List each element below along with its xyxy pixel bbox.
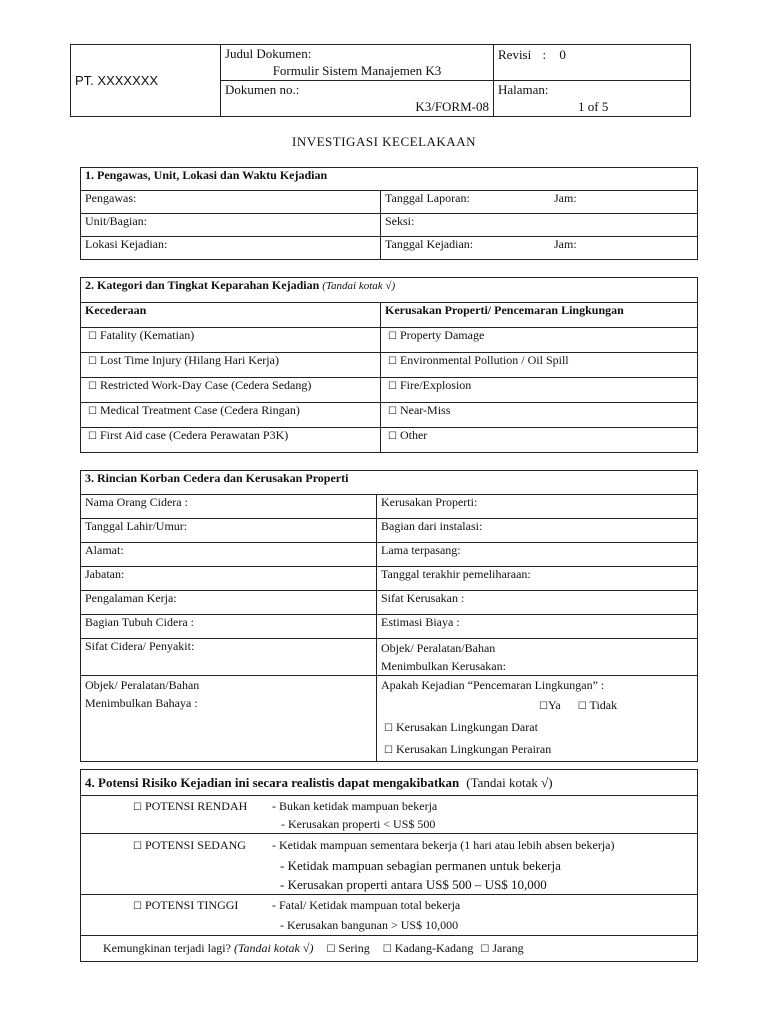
- install-duration-field[interactable]: Lama terpasang:: [377, 543, 698, 567]
- birth-date-field[interactable]: Tanggal Lahir/Umur:: [81, 519, 377, 543]
- victim-name-field[interactable]: Nama Orang Cidera :: [81, 495, 377, 519]
- checkbox-icon[interactable]: ☐: [88, 381, 97, 392]
- potential-high-desc-1: - Fatal/ Ketidak mampuan total bekerja: [271, 898, 461, 912]
- potential-low-label: POTENSI RENDAH: [144, 799, 248, 813]
- company-name: PT. XXXXXXX: [71, 45, 221, 117]
- revision-label: Revisi: [498, 47, 532, 62]
- report-date-field[interactable]: [381, 191, 698, 214]
- damage-option-nearmiss[interactable]: ☐ Near-Miss: [381, 403, 698, 428]
- recurrence-rarely[interactable]: Jarang: [492, 941, 524, 955]
- section-1-table: [80, 167, 698, 260]
- injury-nature-field[interactable]: Sifat Cidera/ Penyakit:: [81, 639, 377, 676]
- doc-title-label: Judul Dokumen:: [225, 46, 312, 61]
- body-part-field[interactable]: Bagian Tubuh Cidera :: [81, 615, 377, 639]
- damage-col-header: Kerusakan Properti/ Pencemaran Lingkungan: [381, 303, 698, 328]
- event-time-label: Jam:: [554, 237, 577, 251]
- potential-medium-desc-1: - Ketidak mampuan sementara bekerja (1 hari atau lebih absen bekerja): [271, 838, 615, 852]
- last-maintenance-field[interactable]: Tanggal terakhir pemeliharaan:: [377, 567, 698, 591]
- revision-cell: [494, 45, 691, 81]
- checkbox-icon[interactable]: ☐: [133, 901, 142, 912]
- form-title: INVESTIGASI KECELAKAAN: [292, 134, 476, 149]
- doc-title: Formulir Sistem Manajemen K3: [272, 63, 442, 78]
- report-time-label: Jam:: [554, 191, 577, 205]
- damage-object-label-1: Objek/ Peralatan/Bahan: [381, 641, 496, 655]
- document-header: [70, 44, 691, 117]
- section-field[interactable]: Seksi:: [381, 214, 698, 237]
- checkbox-icon[interactable]: ☐: [88, 356, 97, 367]
- revision-sep: :: [542, 47, 547, 62]
- potential-medium-row[interactable]: [81, 834, 698, 895]
- checkbox-icon[interactable]: ☐: [384, 745, 393, 756]
- injury-option-fatality[interactable]: ☐ Fatality (Kematian): [81, 328, 381, 353]
- cost-estimate-field[interactable]: Estimasi Biaya :: [377, 615, 698, 639]
- damage-option-other[interactable]: ☐ Other: [381, 428, 698, 453]
- recurrence-row: [81, 936, 698, 962]
- hazard-object-label-1: Objek/ Peralatan/Bahan: [85, 678, 200, 692]
- section-2-table: [80, 277, 698, 453]
- potential-low-desc-1: - Bukan ketidak mampuan bekerja: [271, 799, 438, 813]
- injury-option-lti[interactable]: ☐ Lost Time Injury (Hilang Hari Kerja): [81, 353, 381, 378]
- potential-high-label: POTENSI TINGGI: [144, 898, 239, 912]
- damage-option-fire[interactable]: ☐ Fire/Explosion: [381, 378, 698, 403]
- page-value: 1 of 5: [578, 99, 609, 114]
- damage-object-field[interactable]: [377, 639, 698, 676]
- section-4-table: [80, 769, 698, 962]
- damage-object-label-2: Menimbulkan Kerusakan:: [381, 659, 506, 673]
- checkbox-icon[interactable]: ☐: [384, 723, 393, 734]
- checkbox-icon[interactable]: ☐: [382, 944, 392, 955]
- doc-no-label: Dokumen no.:: [225, 82, 300, 97]
- event-date-field[interactable]: [381, 237, 698, 260]
- location-field[interactable]: Lokasi Kejadian:: [81, 237, 381, 260]
- doc-title-cell: [221, 45, 494, 81]
- checkbox-icon[interactable]: ☐: [133, 802, 142, 813]
- address-field[interactable]: Alamat:: [81, 543, 377, 567]
- checkbox-icon[interactable]: ☐: [388, 356, 397, 367]
- position-field[interactable]: Jabatan:: [81, 567, 377, 591]
- installation-part-field[interactable]: Bagian dari instalasi:: [377, 519, 698, 543]
- injury-option-restricted[interactable]: ☐ Restricted Work-Day Case (Cedera Sedang): [81, 378, 381, 403]
- section-3-title: 3. Rincian Korban Cedera dan Kerusakan Properti: [81, 471, 698, 495]
- checkbox-icon[interactable]: ☐: [88, 331, 97, 342]
- potential-high-row[interactable]: [81, 895, 698, 936]
- damage-option-pollution[interactable]: ☐ Environmental Pollution / Oil Spill: [381, 353, 698, 378]
- doc-no: K3/FORM-08: [415, 99, 489, 114]
- potential-high-desc-2: - Kerusakan bangunan > US$ 10,000: [280, 918, 459, 932]
- env-yes-option[interactable]: Ya: [547, 698, 561, 712]
- potential-medium-desc-3: - Kerusakan properti antara US$ 500 – US$ 10,000: [280, 877, 547, 892]
- recurrence-question: Kemungkinan terjadi lagi?: [103, 941, 231, 955]
- revision-value: 0: [559, 47, 566, 62]
- property-damage-field[interactable]: Kerusakan Properti:: [377, 495, 698, 519]
- section-2-title: 2. Kategori dan Tingkat Keparahan Kejadian (Tandai kotak √): [81, 278, 698, 303]
- section-4-title: 4. Potensi Risiko Kejadian ini secara realistis dapat mengakibatkan (Tandai kotak √): [81, 770, 698, 796]
- damage-nature-field[interactable]: Sifat Kerusakan :: [377, 591, 698, 615]
- env-pollution-field: [377, 676, 698, 762]
- doc-no-cell: [221, 81, 494, 117]
- potential-low-desc-2: - Kerusakan properti < US$ 500: [281, 817, 436, 831]
- hazard-object-field[interactable]: [81, 676, 377, 762]
- water-damage-option[interactable]: Kerusakan Lingkungan Perairan: [395, 742, 552, 756]
- checkbox-icon[interactable]: ☐: [539, 701, 548, 712]
- land-damage-option[interactable]: Kerusakan Lingkungan Darat: [395, 720, 538, 734]
- report-date-label: Tanggal Laporan:: [385, 191, 470, 205]
- checkbox-icon[interactable]: ☐: [577, 701, 587, 712]
- section-2-note: (Tandai kotak √): [322, 280, 396, 292]
- checkbox-icon[interactable]: ☐: [326, 944, 336, 955]
- unit-field[interactable]: Unit/Bagian:: [81, 214, 381, 237]
- injury-option-firstaid[interactable]: ☐ First Aid case (Cedera Perawatan P3K): [81, 428, 381, 453]
- supervisor-field[interactable]: Pengawas:: [81, 191, 381, 214]
- checkbox-icon[interactable]: ☐: [388, 431, 397, 442]
- potential-low-row[interactable]: [81, 796, 698, 834]
- section-1-title: 1. Pengawas, Unit, Lokasi dan Waktu Kejadian: [81, 168, 698, 191]
- checkbox-icon[interactable]: ☐: [480, 944, 490, 955]
- injury-col-header: Kecederaan: [81, 303, 381, 328]
- potential-medium-label: POTENSI SEDANG: [144, 838, 246, 852]
- checkbox-icon[interactable]: ☐: [388, 406, 397, 417]
- checkbox-icon[interactable]: ☐: [88, 406, 97, 417]
- page-label: Halaman:: [498, 82, 549, 97]
- env-question: Apakah Kejadian “Pencemaran Lingkungan” :: [381, 678, 605, 692]
- section-3-table: [80, 470, 698, 762]
- recurrence-often[interactable]: Sering: [338, 941, 370, 955]
- damage-option-property[interactable]: ☐ Property Damage: [381, 328, 698, 353]
- checkbox-icon[interactable]: ☐: [388, 381, 397, 392]
- env-no-option[interactable]: Tidak: [589, 698, 618, 712]
- potential-medium-desc-2: - Ketidak mampuan sebagian permanen untuk bekerja: [280, 858, 561, 873]
- event-date-label: Tanggal Kejadian:: [385, 237, 474, 251]
- checkbox-icon[interactable]: ☐: [88, 431, 97, 442]
- experience-field[interactable]: Pengalaman Kerja:: [81, 591, 377, 615]
- recurrence-note: (Tandai kotak √): [233, 941, 314, 955]
- section-4-note: (Tandai kotak √): [466, 774, 553, 790]
- page-cell: [494, 81, 691, 117]
- recurrence-sometimes[interactable]: Kadang-Kadang: [394, 941, 474, 955]
- checkbox-icon[interactable]: ☐: [388, 331, 397, 342]
- hazard-object-label-2: Menimbulkan Bahaya :: [85, 696, 198, 710]
- injury-option-medical[interactable]: ☐ Medical Treatment Case (Cedera Ringan): [81, 403, 381, 428]
- checkbox-icon[interactable]: ☐: [133, 841, 142, 852]
